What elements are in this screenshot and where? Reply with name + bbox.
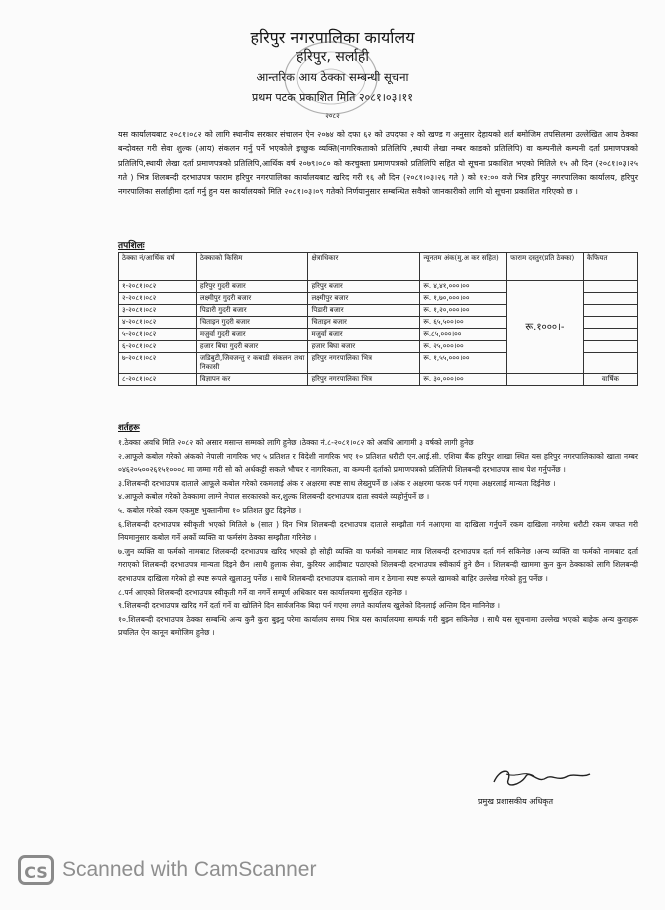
camscanner-logo: CS [18, 855, 54, 885]
header-remarks: कैफियत [583, 253, 637, 281]
cell-amount: रू. १,७०,०००।०० [420, 293, 507, 305]
cell-amount: रू.८५,०००।०० [420, 329, 507, 341]
cell-remarks [583, 329, 637, 341]
cell-name: लक्ष्मीपुर गुदरी बजार [196, 293, 308, 305]
header-contract-type: ठेक्काको किसिम [196, 253, 308, 281]
header-contract-no: ठेक्का नं/आर्थिक वर्ष [119, 253, 197, 281]
cell-area: हजार बिघा बजार [308, 341, 420, 353]
cell-no: १-२०८१।०८२ [119, 281, 197, 293]
terms-title: शर्तहरू [118, 423, 140, 433]
term-item: ३.शिलबन्दी दरभाउपत्र दाताले आफूले कबोल गरेको रकमलाई अंक र अक्षरमा स्पष्ट साथ लेख्नुपर्ने छ ।अंक र अक्षरमा फरक पर्न गएमा अक्षरलाई मान्यता दिईनेछ । [118, 478, 556, 488]
cell-name: विज्ञापन कर [196, 374, 308, 386]
cell-no: ८-२०८१।०८२ [119, 374, 197, 386]
signatory-title: प्रमुख प्रशासकीय अधिकृत [478, 797, 554, 806]
cell-remarks [583, 281, 637, 293]
cell-area: मजुर्वा बजार [308, 329, 420, 341]
cell-amount: रू. ४,४१,०००।०० [420, 281, 507, 293]
term-item: १.ठेक्का अवधि मिति २०८२ को असार मसान्त सम्मको लागि हुनेछ ।ठेक्का नं.८-२०८१।०८२ को अवधि आगामी ३ वर्षको लागी हुनेछ [118, 438, 474, 447]
cell-no: २-२०८१।०८२ [119, 293, 197, 305]
term-item: २.आफूले कबोल गरेको अंकको नेपाली नागरिक भए ५ प्रतिशत र विदेशी नागरिक भए १० प्रतिशत धरौटी एन.आई.सी. एशिया बैंक हरिपुर शाखा स्थित यस हरिपुर नगरपालिकाको खाता नम्बर ०४६२०५००२६१५१०००८ मा जम्मा गरी सो को अर्धकट्टी सकले भौचर र नागरिकता, वा कम्पनी दर्ताको प्रमाणपत्रको प्रतिलिपी शिलबन्दी दरभाउपत्र साथ पेश गर्नुपर्नेछ । [118, 451, 638, 475]
header-min-amount: न्यूनतम अंक(मु.अ कर सहित) [420, 253, 507, 281]
cell-form-fee: रू.१०००।- [507, 281, 584, 374]
cell-name: पिडारी गुदरी बजार [196, 305, 308, 317]
office-seal-stamp [282, 38, 380, 118]
camscanner-watermark: Scanned with CamScanner [62, 858, 317, 881]
cell-no: ७-२०८१।०८२ [119, 353, 197, 374]
publish-date: प्रथम पटक प्रकाशित मिति २०८१।०३।११ [252, 91, 413, 104]
cell-area: हरिपुर नगरपालिका भित्र [308, 374, 420, 386]
table-row [119, 374, 638, 386]
table-row [119, 281, 638, 293]
sub-number: २०८२ [325, 112, 340, 120]
cell-name: हजार बिघा गुदरी बजार [196, 341, 308, 353]
header-form-fee: फाराम दस्तुर(प्रति ठेक्का) [507, 253, 584, 281]
cell-area: हरिपुर नगरपालिका भित्र [308, 353, 420, 374]
cell-no: ५-२०८१।०८२ [119, 329, 197, 341]
header-jurisdiction: क्षेत्राधिकार [308, 253, 420, 281]
cell-remarks [583, 317, 637, 329]
cell-area: पिडारी बजार [308, 305, 420, 317]
term-item: ९.शिलबन्दी दरभाउपत्र खरिद गर्ने दर्ता गर्ने वा खोलिने दिन सार्वजनिक बिदा पर्न गएमा लगते कार्यालय खुलेको दिनलाई अन्तिम दिन मानिनेछ । [118, 601, 501, 611]
cell-no: ३-२०८१।०८२ [119, 305, 197, 317]
tender-table [118, 252, 638, 386]
cell-name: हरिपुर गुदरी बजार [196, 281, 308, 293]
term-item: ४.आफूले कबोल गरेको ठेक्कामा लाग्ने नेपाल सरकारको कर,शुल्क शिलबन्दी दरभाउपत्र दाता स्वयंले व्यहोर्नुपर्ने छ । [118, 492, 430, 502]
term-item: ६.शिलबन्दी दरभाउपत्र स्वीकृती भएको मितिले ७ (सात ) दिन भित्र शिलबन्दी दरभाउपत्र दाताले सम्झौता गर्न नआएमा वा दाखिला गर्नुपर्ने रकम दाखिला नगरेमा धरौटी रकम जफत गरी नियमानुसार कबोल गर्ने अर्को व्यक्ति वा फर्मसंग ठेक्का सम्झौता गरिनेछ । [118, 519, 638, 543]
cell-remarks [583, 353, 637, 374]
cell-area: हरिपुर बजार [308, 281, 420, 293]
cell-no: ४-२०८१।०८२ [119, 317, 197, 329]
cell-remarks [583, 293, 637, 305]
cell-amount: रू. ६५,५००।०० [420, 317, 507, 329]
cell-amount: रू. ३०,०००।०० [420, 374, 507, 386]
cell-area: चिताइन बजार [308, 317, 420, 329]
cell-form-fee-empty [507, 374, 584, 386]
office-location: हरिपुर, सर्लाही [295, 49, 369, 65]
cell-name: चिताइन गुदरी बजार [196, 317, 308, 329]
cell-remarks [583, 341, 637, 353]
cell-area: लक्ष्मीपुर बजार [308, 293, 420, 305]
term-item: ७.जुन व्यक्ति वा फर्मको नामबाट शिलबन्दी दरभाउपत्र खरिद भएको हो सोही व्यक्ति वा फर्मको नामबाट मात्र शिलबन्दी दरभाउपत्र दर्ता गर्न सकिनेछ ।अन्य व्यक्ति वा फर्मको नामबाट दर्ता गराएको शिलबन्दी दरभाउपत्र मान्यता दिइने छैन ।साथै हुलाक सेवा, कुरियर आदीबाट पठाएको शिलबन्दी दरभाउपत्र स्वीकार्य हुने छैन । शिलबन्दी खाममा कुन कुन ठेक्काको लागि शिलबन्दी दरभाउपत्र दाखिला गरेको हो स्पष्ट रूपले खुलाउनु पर्नेछ । साथै शिलबन्दी दरभाउपत्र दाताको नाम र ठेगाना स्पष्ट रूपले खामको बाहिर उल्लेख गरेको हुनु पर्नेछ । [118, 546, 638, 583]
cell-remarks [583, 305, 637, 317]
cell-remarks: वार्षिक [583, 374, 637, 386]
office-name: हरिपुर नगरपालिका कार्यालय [250, 28, 415, 47]
intro-paragraph: यस कार्यालयबाट २०८१।०८२ को लागि स्थानीय सरकार संचालन ऐन २०७४ को दफा ६२ को उपदफा २ को खण्ड ग अनुसार देहायको शर्त बमोजिम तपसिलमा उल्लेखित आय ठेक्का बन्दोवस्त गरी सेवा शुल्क (आय) संकलन गर्नु पर्ने भएकोले इच्छुक व्यक्ति(नागरिकताको प्रतिलिपि ,स्थायी लेखा नम्बर काडको प्रतिलिपि) वा कम्पनीले कम्पनी दर्ता प्रमाणपत्रको प्रतिलिपि,स्थायी लेखा दर्ता प्रमाणपत्रको प्रतिलिपि,आर्थिक वर्ष २०७९।०८० को करचुक्ता प्रमाणपत्रको प्रतिलिपि सहित यो सूचना प्रकाशित भएको मितिले १५ औ दिन (२०८१।०३।२५ गते ) भित्र शिलबन्दी दरभाउपत्र फाराम हरिपुर नगरपालिका कार्यालयबाट खरिद गरी १६ औ दिन (२०८१।०३।२६ गते ) को १२:०० वजे भित्र हरिपुर नगरपालिका कार्यालय, हरिपुर नगरपालिका सर्लाहीमा दर्ता गर्नु हुन यस कार्यालयको मिति २०८१।०३।०९ गतेको निर्णयानुसार सम्बन्धित सवैको जानकारीको लागि यो सूचना प्रकाशित गरिएको छ । [118, 130, 638, 197]
table-title: तपशिलः [118, 241, 145, 251]
cell-amount: रू. १,२०,०००।०० [420, 305, 507, 317]
table-header-row [119, 253, 638, 281]
cell-no: ६-२०८१।०८२ [119, 341, 197, 353]
cell-amount: रू. १,५५,०००।०० [420, 353, 507, 374]
cell-name: जडिबुटी,जिवजन्तु र कबाडी संकलन तथा निकासी [196, 353, 308, 374]
handwritten-signature [486, 764, 596, 792]
term-item: ५. कबोल गरेको रकम एकमुष्ट भुक्तानीमा १० प्रतिशत छुट दिइनेछ । [118, 505, 302, 515]
cell-amount: रू. २५,०००।०० [420, 341, 507, 353]
terms-list [118, 436, 638, 640]
cell-name: मजुर्वा गुदरी बजार [196, 329, 308, 341]
term-item: १०.शिलबन्दी दरभाउपत्र ठेक्का सम्बन्धि अन्य कुनै कुरा बुझ्नु परेमा कार्यालय समय भित्र यस कार्यालयमा सम्पर्क गरी बुझ्न सकिनेछ । साथै यस सूचनामा उल्लेख भएको बाहेक अन्य कुराहरू प्रचलित ऐन कानून बमोजिम हुनेछ । [118, 614, 638, 638]
term-item: ८.पर्न आएको शिलबन्दी दरभाउपत्र स्वीकृती गर्ने वा नगर्ने सम्पूर्ण अधिकार यस कार्यालयमा सुरक्षित रहनेछ । [118, 587, 408, 597]
notice-title: आन्तरिक आय ठेक्का सम्बन्धी सूचना [256, 70, 409, 84]
